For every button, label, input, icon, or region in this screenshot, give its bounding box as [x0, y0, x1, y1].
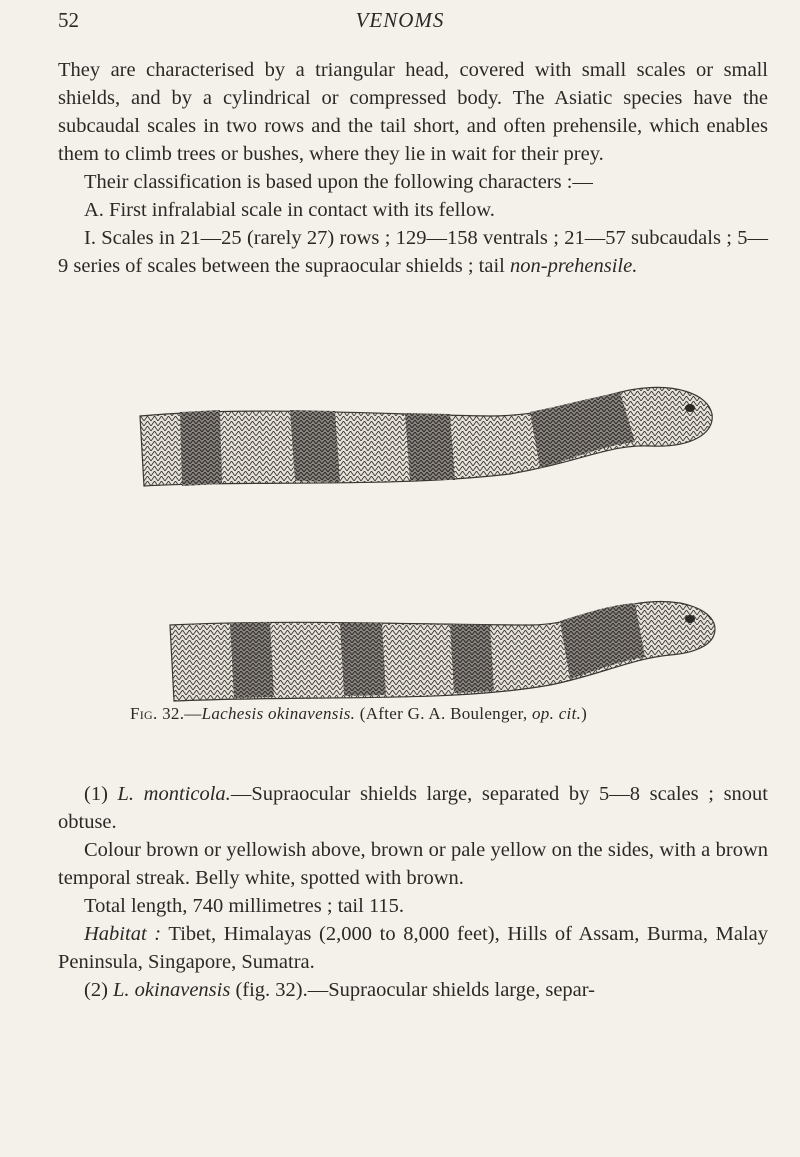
snake-illustration-upper: [130, 376, 720, 504]
paragraph-characteristics: They are characterised by a triangular head, covered with small scales or small shields, and by a cylindrical or compressed body. The Asiatic species have the subcaudal scales in two rows and the tail short, and often prehensile, which enables them to climb trees or bushes, where they lie in wait for their prey.: [58, 59, 768, 165]
entry-okinavensis: [58, 976, 768, 1004]
paragraph-group-a: A. First infralabial scale in contact with its fellow.: [84, 199, 495, 221]
caption-label: Fig. 32.: [130, 704, 185, 723]
entry-monticola: [58, 780, 768, 836]
caption-dash: —: [184, 704, 202, 723]
entry-2-name: L. okinavensis: [113, 979, 231, 1001]
habitat-text: Tibet, Himalayas (2,000 to 8,000 feet), Hills of Assam, Burma, Malay Peninsula, Singapore, Sumatra.: [58, 923, 768, 973]
entry-1-text: —Supraocular shields large, separated by 5—8 scales ; snout obtuse.: [58, 783, 768, 833]
entry-1-name: L. monticola.: [117, 783, 231, 805]
caption-source: (After G. A. Boulenger,: [355, 704, 532, 723]
group-i-italic: non-prehensile.: [510, 255, 638, 277]
page-header: [0, 8, 800, 36]
lower-snake-eye: [685, 615, 695, 623]
caption-close: ): [581, 704, 588, 723]
paragraph-colour: Colour brown or yellowish above, brown or pale yellow on the sides, with a brown temporal streak. Belly white, spotted with brown.: [58, 839, 768, 889]
habitat-label: Habitat :: [84, 923, 162, 945]
paragraph-habitat: [58, 920, 768, 976]
group-i-text: I. Scales in 21—25 (rarely 27) rows ; 129—158 ventrals ; 21—57 subcaudals ; 5—9 series of scales between the supraocular shields ; tail: [58, 227, 768, 277]
bottom-text-block: [58, 780, 768, 1004]
paragraph-length: Total length, 740 millimetres ; tail 115.: [84, 895, 405, 917]
caption-species: Lachesis okinavensis.: [201, 704, 356, 723]
entry-2-number: (2): [84, 979, 114, 1001]
running-head: VENOMS: [355, 8, 445, 32]
page-number: 52: [58, 8, 79, 32]
caption-op-cit: op. cit.: [532, 704, 582, 723]
upper-snake-eye: [685, 404, 695, 412]
snake-illustration-lower: [130, 595, 720, 713]
figure-caption: [130, 704, 730, 724]
entry-2-text: (fig. 32).—Supraocular shields large, separ-: [230, 979, 596, 1001]
paragraph-group-i: [58, 224, 768, 280]
entry-1-number: (1): [84, 783, 118, 805]
top-text-block: [58, 56, 768, 280]
paragraph-classification: Their classification is based upon the following characters :—: [84, 171, 593, 193]
